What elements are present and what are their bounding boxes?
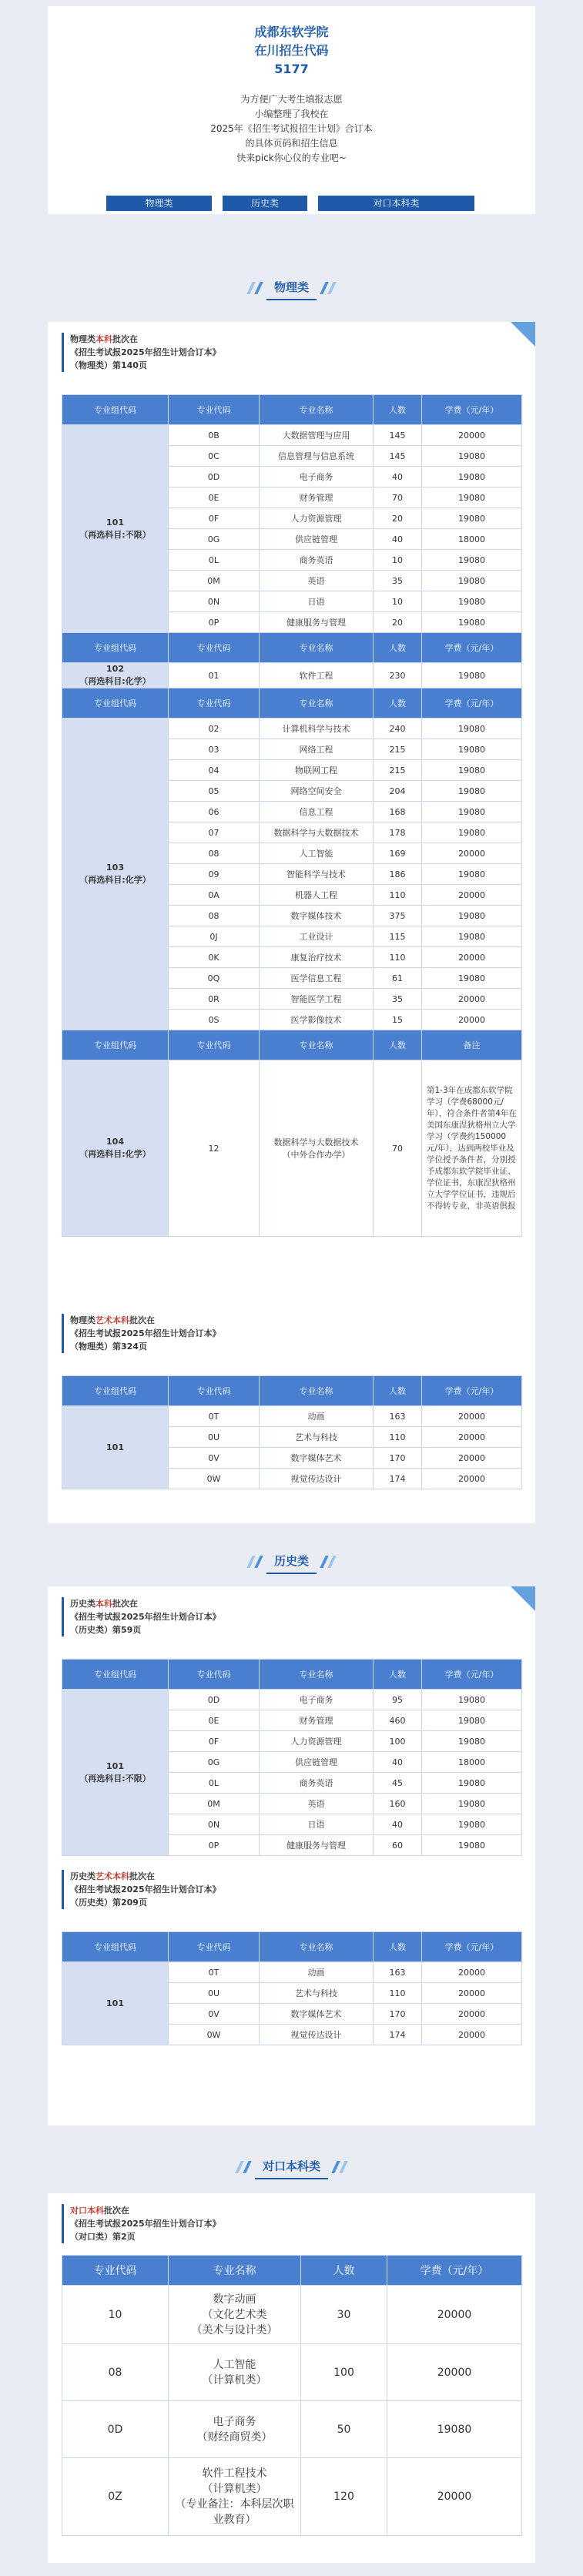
major-name: 商务英语 xyxy=(260,1773,374,1794)
major-code: 03 xyxy=(169,739,260,760)
major-name: 艺术与科技 xyxy=(260,1427,374,1448)
major-code: 0P xyxy=(169,612,260,633)
fee: 19080 xyxy=(422,1710,522,1731)
fee: 20000 xyxy=(422,1469,522,1489)
fee: 19080 xyxy=(422,760,522,781)
physics-card xyxy=(48,322,535,1523)
count: 240 xyxy=(374,719,422,739)
group-code: 101 xyxy=(62,1962,169,2045)
fee: 20000 xyxy=(422,425,522,446)
table-row xyxy=(62,2344,522,2401)
major-code: 0G xyxy=(169,1752,260,1773)
fee: 20000 xyxy=(387,2344,522,2401)
major-name: 数字动画 （文化艺术类 （美术与设计类） xyxy=(169,2286,301,2344)
major-code: 0V xyxy=(169,2004,260,2025)
fee: 20000 xyxy=(387,2458,522,2536)
count: 375 xyxy=(374,906,422,926)
count: 45 xyxy=(374,1773,422,1794)
major-name: 计算机科学与技术 xyxy=(260,719,374,739)
table-row xyxy=(62,2458,522,2536)
major-code: 08 xyxy=(169,843,260,864)
major-name: 商务英语 xyxy=(260,550,374,571)
major-name: 大数据管理与应用 xyxy=(260,425,374,446)
major-name: 健康服务与管理 xyxy=(260,612,374,633)
major-name: 供应链管理 xyxy=(260,1752,374,1773)
major-code: 06 xyxy=(169,802,260,822)
major-name: 数字媒体艺术 xyxy=(260,2004,374,2025)
table-row xyxy=(62,2401,522,2458)
major-name: 财务管理 xyxy=(260,487,374,508)
major-name: 动画 xyxy=(260,1406,374,1427)
history-button[interactable]: 历史类 xyxy=(223,196,307,211)
art-group xyxy=(62,1406,522,1489)
major-name: 日语 xyxy=(260,591,374,612)
major-name: 人工智能 xyxy=(260,843,374,864)
major-name: 健康服务与管理 xyxy=(260,1835,374,1856)
major-name: 英语 xyxy=(260,571,374,591)
fee: 20000 xyxy=(422,843,522,864)
count: 186 xyxy=(374,864,422,885)
major-name: 工业设计 xyxy=(260,926,374,947)
major-code: 0G xyxy=(169,529,260,550)
group-code: 101 （再选科目:不限） xyxy=(62,425,169,633)
physics-button[interactable]: 物理类 xyxy=(106,196,212,211)
count: 169 xyxy=(374,843,422,864)
major-code: 0C xyxy=(169,446,260,467)
major-name: 物联网工程 xyxy=(260,760,374,781)
physics-art-table: 专业组代码 专业代码 专业名称 人数 学费（元/年） 101 0T 动画 163 20000 0U 艺术与科技 110 20000 0V 数字媒体艺术 170 20000 0W 视觉传达设计 174 20000 xyxy=(62,1375,522,1489)
count: 35 xyxy=(374,571,422,591)
count: 170 xyxy=(374,1448,422,1469)
major-name: 智能医学工程 xyxy=(260,989,374,1010)
fee: 20000 xyxy=(422,1010,522,1030)
major-code: 0D xyxy=(62,2401,169,2458)
table-row xyxy=(62,1962,522,1983)
major-name: 视觉传达设计 xyxy=(260,2025,374,2045)
count: 110 xyxy=(374,1983,422,2004)
major-name: 数字媒体技术 xyxy=(260,906,374,926)
fee: 19080 xyxy=(422,1731,522,1752)
count: 163 xyxy=(374,1406,422,1427)
major-name: 人工智能 （计算机类） xyxy=(169,2344,301,2401)
fee: 19080 xyxy=(422,663,522,688)
fee: 19080 xyxy=(422,591,522,612)
major-name: 电子商务 xyxy=(260,467,374,487)
major-name: 动画 xyxy=(260,1962,374,1983)
major-code: 0W xyxy=(169,1469,260,1489)
major-name: 人力资源管理 xyxy=(260,508,374,529)
major-code: 09 xyxy=(169,864,260,885)
count: 40 xyxy=(374,1752,422,1773)
count: 110 xyxy=(374,947,422,968)
major-code: 0Z xyxy=(62,2458,169,2536)
intro-text: 为方便广大考生填报志愿 小编整理了我校在 2025年《招生考试报招生计划》合订本 的具体页码和招生信息 快来pick你心仪的专业吧~ xyxy=(210,94,373,163)
group-code: 101 （再选科目:不限） xyxy=(62,1690,169,1856)
count: 40 xyxy=(374,467,422,487)
history-section-title: 历史类 xyxy=(0,1549,583,1573)
major-name: 数据科学与大数据技术 xyxy=(260,822,374,843)
fee: 19080 xyxy=(422,781,522,802)
fee: 19080 xyxy=(422,1814,522,1835)
count: 40 xyxy=(374,1814,422,1835)
fee: 19080 xyxy=(422,550,522,571)
major-code: 0E xyxy=(169,487,260,508)
major-name: 人力资源管理 xyxy=(260,1731,374,1752)
count: 178 xyxy=(374,822,422,843)
category-buttons xyxy=(106,196,474,211)
major-code: 0F xyxy=(169,508,260,529)
major-name: 财务管理 xyxy=(260,1710,374,1731)
history-table: 专业组代码 专业代码 专业名称 人数 学费（元/年） 101 （再选科目:不限） 0D 电子商务 95 19080 0E 财务管理 460 19080 0F 人力资源管理 100 19080 0G 供应链管理 40 18000 0L 商务英语 45 19080 0M 英语 160 19080 0N 日语 40 19080 0P 健康服务与管理 60 19080 xyxy=(62,1659,522,1856)
major-code: 0D xyxy=(169,467,260,487)
major-code: 0N xyxy=(169,1814,260,1835)
fee: 19080 xyxy=(422,822,522,843)
major-code: 0K xyxy=(169,947,260,968)
table-row xyxy=(62,1406,522,1427)
duikou-section-title: 对口本科类 xyxy=(0,2155,583,2178)
major-code: 08 xyxy=(62,2344,169,2401)
fee: 20000 xyxy=(422,885,522,906)
count: 174 xyxy=(374,2025,422,2045)
major-name: 网络工程 xyxy=(260,739,374,760)
fee: 19080 xyxy=(422,1690,522,1710)
fee: 19080 xyxy=(422,906,522,926)
admission-code: 5177 xyxy=(274,62,309,76)
major-code: 0U xyxy=(169,1983,260,2004)
group-code: 103 （再选科目:化学） xyxy=(62,719,169,1030)
count: 230 xyxy=(374,663,422,688)
fee: 19080 xyxy=(422,467,522,487)
major-code: 0D xyxy=(169,1690,260,1710)
major-name: 信息工程 xyxy=(260,802,374,822)
major-code: 0W xyxy=(169,2025,260,2045)
table-row xyxy=(62,1690,522,1710)
fee: 20000 xyxy=(422,2004,522,2025)
fee: 20000 xyxy=(422,1406,522,1427)
major-code: 01 xyxy=(169,663,260,688)
fee: 19080 xyxy=(422,446,522,467)
fee: 19080 xyxy=(422,1835,522,1856)
major-name: 供应链管理 xyxy=(260,529,374,550)
count: 30 xyxy=(301,2286,387,2344)
group-104-row: 104 （再选科目:化学） 12 数据科学与大数据技术 （中外合作办学） 70 第1-3年在成都东软学院学习（学费68000元/年），符合条件者第4年在美国东康涅狄格州立大学学习（学费约150000元/年），达到两校毕业及学位授予条件者，分别授予成都东软学院毕业证、学位证书，东康涅狄格州立大学学位证书，违规后不得转专业，非英语俱报 xyxy=(62,1060,522,1237)
physics-table: 专业组代码 专业代码 专业名称 人数 学费（元/年） 101 （再选科目:不限） 0B 大数据管理与应用 145 20000 0C 信息管理与信息系统 145 19080 0D 电子商务 40 19080 0E 财务管理 70 19080 0F 人力资源管理 20 19080 0G 供应链管理 40 18000 0L 商务英语 10 19080 0M 英语 35 19080 0N 日语 10 19080 0P 健康服务与管理 20 19080 专业组代码 专业代码 专业名称 人数 学费（元/年） 102 （再选科目:化学） 01 软件工程 230 19080 专业组代码 专业代码 专业名称 人数 学费（元/年） 103 （再选科目:化学） 02 计算机科学与技术 240 19080 03 网络工程 215 19080 04 物联网工程 215 19080 05 网络空间安全 204 19080 06 信息工程 168 19080 07 数据科学与大数据技术 178 19080 08 人工智能 169 20000 09 智能科学与技术 186 19080 0A 机器人工程 110 20000 08 数字媒体技术 375 19080 0J 工业设计 115 19080 0K 康复治疗技术 110 20000 0Q 医学信息工程 61 19080 0R 智能医学工程 35 20000 0S 医学影像技术 15 20000 专业组代码 专业代码 专业名称 人数 备注 104 （再选科目:化学） 12 数据科学与大数据技术 （中外合作办学） 70 第1-3年在成都东软学院学习（学费68000元/年），符合条件者第4年在美国东康涅狄格州立大学学习（学费约150000元/年），达到两校毕业及学位授予条件者，分别授予成都东软学院毕业证、学位证书，东康涅狄格州立大学学位证书，违规后不得转专业，非英语俱报 xyxy=(62,394,522,1237)
major-code: 0N xyxy=(169,591,260,612)
duikou-button[interactable]: 对口本科类 xyxy=(318,196,474,211)
table-row xyxy=(62,663,522,688)
school-name: 成都东软学院 xyxy=(254,25,329,39)
fee: 20000 xyxy=(387,2286,522,2344)
major-code: 0L xyxy=(169,550,260,571)
fee: 20000 xyxy=(422,947,522,968)
count: 40 xyxy=(374,529,422,550)
duikou-table: 专业代码 专业名称 人数 学费（元/年） 10 数字动画 （文化艺术类 （美术与设计类） 30 20000 08 人工智能 （计算机类） 100 20000 0D 电子商务 （财经商贸类） 50 19080 0Z 软件工程技术 （计算机类） （专业备注：本科层次职 业教育） 120 20000 xyxy=(62,2255,522,2536)
count: 215 xyxy=(374,760,422,781)
count: 20 xyxy=(374,508,422,529)
history-art-table: 专业组代码 专业代码 专业名称 人数 学费（元/年） 101 0T 动画 163 20000 0U 艺术与科技 110 20000 0V 数字媒体艺术 170 20000 0W 视觉传达设计 174 20000 xyxy=(62,1931,522,2045)
major-code: 0P xyxy=(169,1835,260,1856)
major-code: 0T xyxy=(169,1406,260,1427)
major-name: 电子商务 （财经商贸类） xyxy=(169,2401,301,2458)
table-row xyxy=(62,425,522,446)
count: 10 xyxy=(374,550,422,571)
major-code: 0A xyxy=(169,885,260,906)
major-name: 信息管理与信息系统 xyxy=(260,446,374,467)
major-code: 08 xyxy=(169,906,260,926)
group-code: 102 （再选科目:化学） xyxy=(62,663,169,688)
physics-section-title: 物理类 xyxy=(0,276,583,299)
count: 160 xyxy=(374,1794,422,1814)
fee: 19080 xyxy=(422,612,522,633)
major-name: 网络空间安全 xyxy=(260,781,374,802)
fee: 19080 xyxy=(422,802,522,822)
duikou-batch-info: 对口本科批次在 《招生考试报2025年招生计划合订本》 （对口类）第2页 xyxy=(62,2204,221,2243)
table-row xyxy=(62,2286,522,2344)
major-code: 05 xyxy=(169,781,260,802)
fee: 19080 xyxy=(387,2401,522,2458)
fee: 19080 xyxy=(422,968,522,989)
fee: 19080 xyxy=(422,719,522,739)
count: 145 xyxy=(374,446,422,467)
fee: 19080 xyxy=(422,1773,522,1794)
fee: 18000 xyxy=(422,529,522,550)
fee: 19080 xyxy=(422,571,522,591)
history-art-batch-info: 历史类艺术本科批次在 《招生考试报2025年招生计划合订本》 （历史类）第209页 xyxy=(62,1870,221,1909)
major-name: 智能科学与技术 xyxy=(260,864,374,885)
count: 20 xyxy=(374,612,422,633)
major-name: 医学影像技术 xyxy=(260,1010,374,1030)
major-code: 0Q xyxy=(169,968,260,989)
major-name: 艺术与科技 xyxy=(260,1983,374,2004)
fee: 20000 xyxy=(422,1448,522,1469)
count: 145 xyxy=(374,425,422,446)
physics-art-batch-info: 物理类艺术本科批次在 《招生考试报2025年招生计划合订本》 （物理类）第324页 xyxy=(62,1314,221,1353)
count: 460 xyxy=(374,1710,422,1731)
count: 174 xyxy=(374,1469,422,1489)
fee: 19080 xyxy=(422,739,522,760)
major-code: 0J xyxy=(169,926,260,947)
major-name: 日语 xyxy=(260,1814,374,1835)
fee: 19080 xyxy=(422,864,522,885)
count: 50 xyxy=(301,2401,387,2458)
fee: 20000 xyxy=(422,1983,522,2004)
count: 163 xyxy=(374,1962,422,1983)
history-card xyxy=(48,1586,535,2125)
group-101 xyxy=(62,425,522,633)
corner-decoration xyxy=(511,322,535,347)
major-name: 医学信息工程 xyxy=(260,968,374,989)
major-code: 0E xyxy=(169,1710,260,1731)
count: 170 xyxy=(374,2004,422,2025)
count: 204 xyxy=(374,781,422,802)
major-code: 0S xyxy=(169,1010,260,1030)
major-code: 0M xyxy=(169,1794,260,1814)
count: 15 xyxy=(374,1010,422,1030)
group-103 xyxy=(62,719,522,1030)
major-name: 数字媒体艺术 xyxy=(260,1448,374,1469)
fee: 18000 xyxy=(422,1752,522,1773)
major-code: 04 xyxy=(169,760,260,781)
count: 115 xyxy=(374,926,422,947)
major-name: 电子商务 xyxy=(260,1690,374,1710)
count: 61 xyxy=(374,968,422,989)
group-102 xyxy=(62,663,522,688)
major-code: 0R xyxy=(169,989,260,1010)
major-code: 02 xyxy=(169,719,260,739)
fee: 19080 xyxy=(422,508,522,529)
major-code: 0T xyxy=(169,1962,260,1983)
count: 70 xyxy=(374,487,422,508)
fee: 20000 xyxy=(422,2025,522,2045)
major-name: 英语 xyxy=(260,1794,374,1814)
major-code: 0F xyxy=(169,1731,260,1752)
count: 10 xyxy=(374,591,422,612)
count: 168 xyxy=(374,802,422,822)
fee: 20000 xyxy=(422,1962,522,1983)
count: 120 xyxy=(301,2458,387,2536)
group-code: 101 xyxy=(62,1406,169,1489)
major-name: 软件工程技术 （计算机类） （专业备注：本科层次职 业教育） xyxy=(169,2458,301,2536)
fee: 20000 xyxy=(422,989,522,1010)
count: 35 xyxy=(374,989,422,1010)
hero-subtitle: 在川招生代码 xyxy=(254,43,329,58)
count: 95 xyxy=(374,1690,422,1710)
major-code: 07 xyxy=(169,822,260,843)
fee: 19080 xyxy=(422,487,522,508)
fee: 19080 xyxy=(422,926,522,947)
count: 110 xyxy=(374,1427,422,1448)
count: 100 xyxy=(374,1731,422,1752)
fee: 19080 xyxy=(422,1794,522,1814)
hero-card xyxy=(48,6,535,214)
count: 215 xyxy=(374,739,422,760)
major-code: 0V xyxy=(169,1448,260,1469)
major-code: 10 xyxy=(62,2286,169,2344)
physics-batch-info: 物理类本科批次在 《招生考试报2025年招生计划合订本》 （物理类）第140页 xyxy=(62,333,221,372)
major-name: 视觉传达设计 xyxy=(260,1469,374,1489)
major-name: 机器人工程 xyxy=(260,885,374,906)
count: 110 xyxy=(374,885,422,906)
major-name: 康复治疗技术 xyxy=(260,947,374,968)
history-batch-info: 历史类本科批次在 《招生考试报2025年招生计划合订本》 （历史类）第59页 xyxy=(62,1597,221,1636)
major-name: 软件工程 xyxy=(260,663,374,688)
count: 60 xyxy=(374,1835,422,1856)
major-code: 0U xyxy=(169,1427,260,1448)
major-code: 0L xyxy=(169,1773,260,1794)
count: 100 xyxy=(301,2344,387,2401)
duikou-card xyxy=(48,2193,535,2563)
major-code: 0B xyxy=(169,425,260,446)
table-row xyxy=(62,719,522,739)
major-code: 0M xyxy=(169,571,260,591)
table-header: 专业组代码 专业代码 专业名称 人数 学费（元/年） xyxy=(62,395,522,425)
fee: 20000 xyxy=(422,1427,522,1448)
